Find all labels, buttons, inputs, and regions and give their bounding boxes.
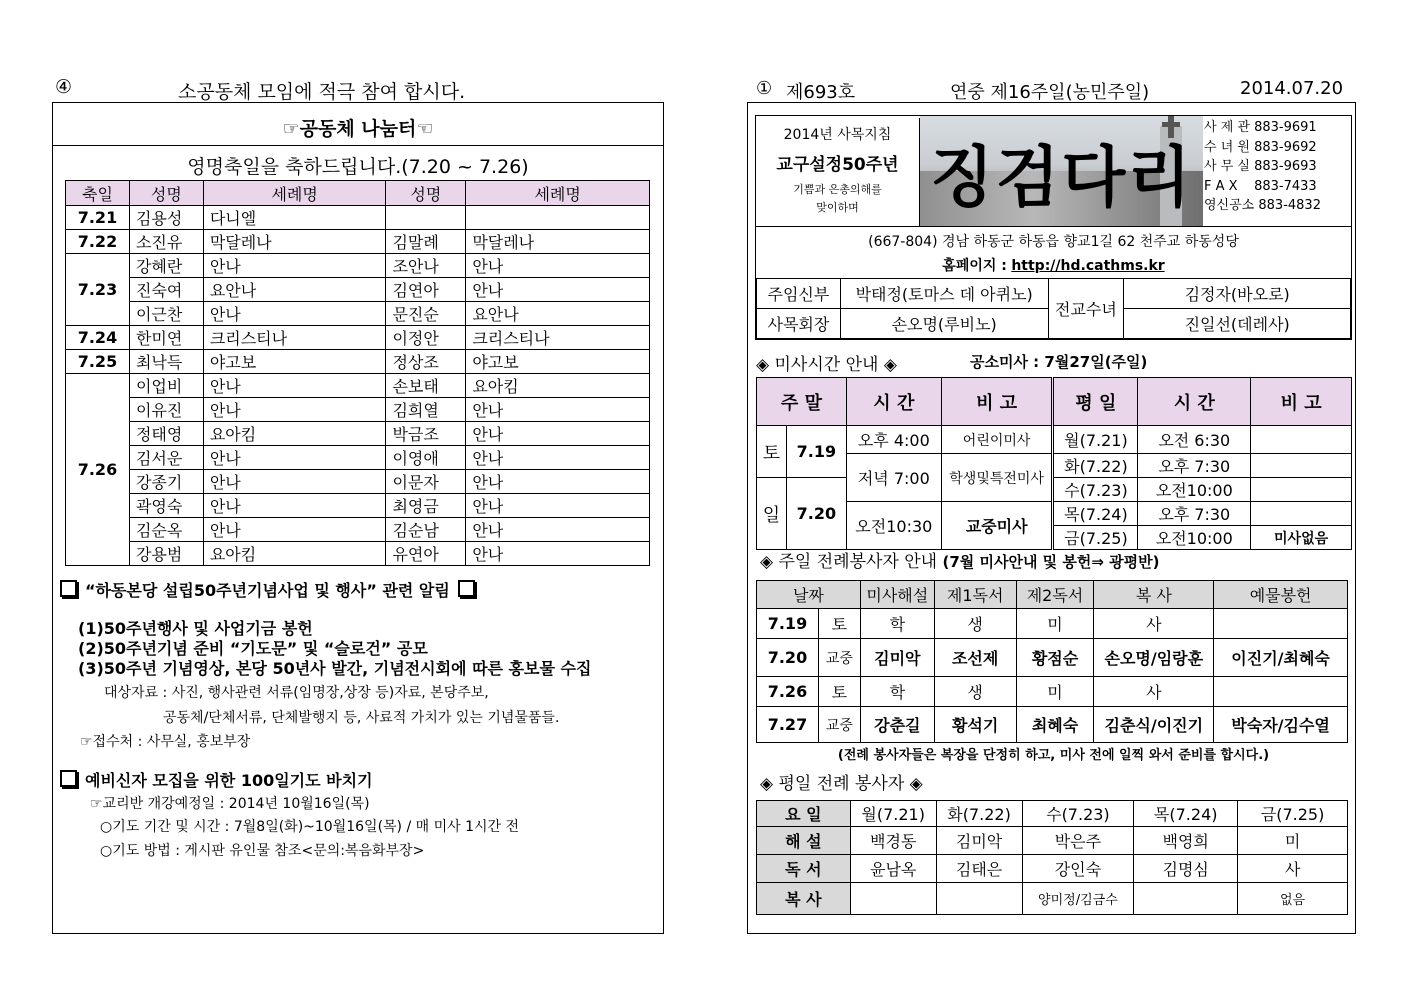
server-cell: 학 xyxy=(860,609,934,639)
weekday-cell: 강인숙 xyxy=(1022,855,1134,883)
person-name: 강종기 xyxy=(129,470,203,494)
feast-date: 7.23 xyxy=(66,254,130,326)
staff-table xyxy=(756,278,1351,339)
server-cell xyxy=(1214,677,1348,707)
baptismal-name: 안나 xyxy=(466,494,650,518)
baptismal-name: 크리스티나 xyxy=(466,326,650,350)
contact-item: 사 제 관 883-9691 xyxy=(1204,120,1317,135)
person-name xyxy=(386,206,466,230)
server-header: 제2독서 xyxy=(1016,581,1094,609)
issue-number: 제693호 xyxy=(786,82,856,103)
baptismal-name: 요아킴 xyxy=(203,422,386,446)
table-row xyxy=(66,374,650,398)
table-row xyxy=(66,350,650,374)
server-header: 날짜 xyxy=(757,581,861,609)
table-row xyxy=(66,230,650,254)
baptismal-name: 안나 xyxy=(466,278,650,302)
mass-header: 비 고 xyxy=(941,378,1053,426)
table-row xyxy=(66,206,650,230)
person-name: 김서운 xyxy=(129,446,203,470)
table-row xyxy=(757,609,1348,639)
mass-schedule-table xyxy=(756,377,1352,550)
feast-date: 7.22 xyxy=(66,230,130,254)
table-row xyxy=(757,639,1348,677)
table-row xyxy=(66,494,650,518)
notice-detail: 대상자료 : 사진, 행사관련 서류(임명장,상장 등)자료, 본당주보, xyxy=(104,685,489,701)
person-name: 이근찬 xyxy=(129,302,203,326)
baptismal-name: 안나 xyxy=(466,470,650,494)
weekday-header: 월(7.21) xyxy=(850,801,936,827)
table-row xyxy=(66,542,650,566)
weekday-cell: 미 xyxy=(1238,827,1348,855)
church-address: (667-804) 경남 하동군 하동읍 향교1길 62 천주교 하동성당 xyxy=(868,234,1239,250)
table-row xyxy=(757,855,1348,883)
feast-day-title: 영명축일을 축하드립니다.(7.20 ~ 7.26) xyxy=(187,156,529,178)
baptismal-name: 안나 xyxy=(466,422,650,446)
person-name: 이문자 xyxy=(386,470,466,494)
weekday-time: 오전 6:30 xyxy=(1138,426,1251,454)
anniversary-notice xyxy=(60,578,475,601)
guideline-sub: 기쁨과 은총의해를 xyxy=(793,183,882,196)
server-cell: 미 xyxy=(1016,677,1094,707)
mass-section-title: ◈ 미사시간 안내 ◈ xyxy=(756,355,897,375)
person-name: 강용범 xyxy=(129,542,203,566)
weekday-cell: 김미악 xyxy=(936,827,1022,855)
table-row xyxy=(66,470,650,494)
weekday-role: 복 사 xyxy=(757,883,851,915)
weekday-cell: 양미정/김금수 xyxy=(1022,883,1134,915)
baptismal-name: 요안나 xyxy=(203,278,386,302)
table-row xyxy=(66,446,650,470)
table-row xyxy=(66,398,650,422)
weekday-cell: 김태은 xyxy=(936,855,1022,883)
server-header: 예물봉헌 xyxy=(1214,581,1348,609)
weekday-role: 독 서 xyxy=(757,855,851,883)
baptismal-name: 안나 xyxy=(203,470,386,494)
table-row xyxy=(757,707,1348,743)
person-name: 조안나 xyxy=(386,254,466,278)
bulletin-logo: 징검다리 xyxy=(929,138,1194,216)
box-bullet-icon xyxy=(60,580,77,597)
server-cell: 조선제 xyxy=(934,639,1016,677)
weekday-cell xyxy=(936,883,1022,915)
box-bullet-icon xyxy=(60,770,77,787)
person-name: 곽영숙 xyxy=(129,494,203,518)
person-name: 박금조 xyxy=(386,422,466,446)
table-row xyxy=(66,278,650,302)
server-cell xyxy=(1214,609,1348,639)
table-row xyxy=(66,326,650,350)
weekday-cell: 윤남옥 xyxy=(850,855,936,883)
person-name: 김연아 xyxy=(386,278,466,302)
weekday-server-table xyxy=(756,800,1348,915)
weekday-time: 오후 7:30 xyxy=(1138,454,1251,478)
person-name: 한미연 xyxy=(129,326,203,350)
weekday-time: 오전10:00 xyxy=(1138,526,1251,550)
homepage-label: 홈페이지 : xyxy=(942,258,1007,274)
guideline-main: 교구설정50주년 xyxy=(776,155,899,175)
prayer-notice xyxy=(60,768,373,791)
priest-name: 박태정(토마스 데 아퀴노) xyxy=(840,279,1048,309)
person-name: 김희열 xyxy=(386,398,466,422)
baptismal-name: 야고보 xyxy=(203,350,386,374)
weekday-header: 수(7.23) xyxy=(1022,801,1134,827)
server-footer-note: (전례 봉사자들은 복장을 단정히 하고, 미사 전에 일찍 와서 준비를 합시다.) xyxy=(837,748,1270,763)
homepage-link[interactable]: http://hd.cathms.kr xyxy=(1011,258,1165,274)
header-date: 축일 xyxy=(66,181,130,206)
mass-note: 학생및특전미사 xyxy=(941,454,1053,502)
baptismal-name: 안나 xyxy=(203,302,386,326)
baptismal-name: 안나 xyxy=(203,494,386,518)
person-name: 진숙여 xyxy=(129,278,203,302)
baptismal-name: 크리스티나 xyxy=(203,326,386,350)
server-cell: 미 xyxy=(1016,609,1094,639)
table-row xyxy=(66,302,650,326)
header-baptism-2: 세례명 xyxy=(466,181,650,206)
baptismal-name: 막달레나 xyxy=(203,230,386,254)
feast-date: 7.26 xyxy=(66,374,130,566)
right-page-number: ① xyxy=(756,78,773,99)
server-cell: 김미악 xyxy=(860,639,934,677)
issue-date: 2014.07.20 xyxy=(1240,78,1344,99)
person-name: 김순남 xyxy=(386,518,466,542)
feast-date: 7.24 xyxy=(66,326,130,350)
server-section-title xyxy=(760,547,1160,572)
person-name: 이유진 xyxy=(129,398,203,422)
person-name: 최낙득 xyxy=(129,350,203,374)
person-name: 정상조 xyxy=(386,350,466,374)
table-row xyxy=(757,883,1348,915)
server-cell: 생 xyxy=(934,677,1016,707)
gongso-mass: 공소미사 : 7월27일(주일) xyxy=(970,353,1148,371)
left-page-number: ④ xyxy=(55,76,73,98)
weekend-day: 일 xyxy=(757,478,787,550)
table-row xyxy=(66,422,650,446)
server-type: 교중 xyxy=(818,707,860,743)
server-header: 복 사 xyxy=(1094,581,1214,609)
notice-item: (1)50주년행사 및 사업기금 봉헌 xyxy=(78,619,313,638)
header-name-2: 성명 xyxy=(386,181,466,206)
weekday-server-title: ◈ 평일 전례 봉사자 ◈ xyxy=(760,774,923,794)
mass-time: 오전10:30 xyxy=(846,502,941,550)
baptismal-name: 안나 xyxy=(466,542,650,566)
server-header: 미사해설 xyxy=(860,581,934,609)
weekday-note xyxy=(1251,454,1352,478)
baptismal-name: 안나 xyxy=(466,398,650,422)
weekday: 목(7.24) xyxy=(1053,502,1138,526)
weekday-cell: 백영희 xyxy=(1134,827,1238,855)
contact-item: 수 녀 원 883-9692 xyxy=(1204,139,1317,155)
server-date: 7.20 xyxy=(757,639,819,677)
server-date: 7.27 xyxy=(757,707,819,743)
mass-note: 교중미사 xyxy=(941,502,1053,550)
weekday-cell: 김명심 xyxy=(1134,855,1238,883)
community-box-title: ☞공동체 나눔터☜ xyxy=(282,118,434,140)
person-name: 문진순 xyxy=(386,302,466,326)
person-name: 이업비 xyxy=(129,374,203,398)
server-cell: 김춘식/이진기 xyxy=(1094,707,1214,743)
baptismal-name: 안나 xyxy=(203,518,386,542)
baptismal-name: 요아킴 xyxy=(466,374,650,398)
baptismal-name xyxy=(466,206,650,230)
mass-note: 어린이미사 xyxy=(941,426,1053,454)
table-row xyxy=(757,827,1348,855)
mass-time: 오후 4:00 xyxy=(846,426,941,454)
server-title-note: (7월 미사안내 및 봉헌⇒ 광평반) xyxy=(942,553,1160,571)
server-type: 교중 xyxy=(818,639,860,677)
table-row xyxy=(66,518,650,542)
weekday-time: 오전10:00 xyxy=(1138,478,1251,502)
weekday: 수(7.23) xyxy=(1053,478,1138,502)
server-cell: 황점순 xyxy=(1016,639,1094,677)
prayer-line: ☞교리반 개강예정일 : 2014년 10월16일(목) xyxy=(90,796,370,812)
server-date: 7.19 xyxy=(757,609,819,639)
mass-time: 저녁 7:00 xyxy=(846,454,941,502)
server-type: 토 xyxy=(818,609,860,639)
church-photo xyxy=(920,116,1203,226)
sister-name: 김정자(바오로) xyxy=(1124,279,1351,309)
weekday-note xyxy=(1251,478,1352,502)
person-name: 강혜란 xyxy=(129,254,203,278)
guideline-sub: 맞이하며 xyxy=(816,201,859,214)
server-cell: 이진기/최혜숙 xyxy=(1214,639,1348,677)
council-label: 사목회장 xyxy=(757,309,841,339)
prayer-line: ○기도 기간 및 시간 : 7월8일(화)~10월16일(목) / 매 미사 1시간 전 xyxy=(100,819,520,835)
person-name: 최영금 xyxy=(386,494,466,518)
contact-item: F A X 883-7433 xyxy=(1204,178,1317,194)
person-name: 유연아 xyxy=(386,542,466,566)
weekend-date: 7.19 xyxy=(786,426,846,478)
weekday-role: 해 설 xyxy=(757,827,851,855)
mass-header: 비 고 xyxy=(1251,378,1352,426)
table-row xyxy=(757,677,1348,707)
server-cell: 강춘길 xyxy=(860,707,934,743)
server-cell: 사 xyxy=(1094,677,1214,707)
weekday-cell: 없음 xyxy=(1238,883,1348,915)
person-name: 정태영 xyxy=(129,422,203,446)
weekday: 화(7.22) xyxy=(1053,454,1138,478)
notice-contact: ☞접수처 : 사무실, 홍보부장 xyxy=(80,734,251,750)
council-name: 손오명(루비노) xyxy=(840,309,1048,339)
mass-header: 평 일 xyxy=(1053,378,1138,426)
contact-list xyxy=(1204,118,1350,216)
weekday-note xyxy=(1251,502,1352,526)
notice-item: (2)50주년기념 준비 “기도문” 및 “슬로건” 공모 xyxy=(78,639,428,658)
server-cell: 사 xyxy=(1094,609,1214,639)
mass-header: 시 간 xyxy=(846,378,941,426)
baptismal-name: 안나 xyxy=(466,254,650,278)
person-name: 이영애 xyxy=(386,446,466,470)
header-name: 성명 xyxy=(129,181,203,206)
guideline-year: 2014년 사목지침 xyxy=(783,127,892,143)
server-type: 토 xyxy=(818,677,860,707)
priest-label: 주임신부 xyxy=(757,279,841,309)
divider xyxy=(53,145,663,146)
weekday-header: 목(7.24) xyxy=(1134,801,1238,827)
weekday-cell: 사 xyxy=(1238,855,1348,883)
baptismal-name: 다니엘 xyxy=(203,206,386,230)
weekday-note xyxy=(1251,426,1352,454)
divider xyxy=(756,226,1351,227)
feast-date: 7.25 xyxy=(66,350,130,374)
person-name: 김순옥 xyxy=(129,518,203,542)
weekend-date: 7.20 xyxy=(786,478,846,550)
weekday-cell: 백경동 xyxy=(850,827,936,855)
server-cell: 박숙자/김수열 xyxy=(1214,707,1348,743)
pastoral-guideline xyxy=(756,118,920,226)
contact-item: 영신공소 883-4832 xyxy=(1204,198,1321,214)
mass-header: 주 말 xyxy=(757,378,847,426)
server-cell: 황석기 xyxy=(934,707,1016,743)
server-cell: 최혜숙 xyxy=(1016,707,1094,743)
weekend-day: 토 xyxy=(757,426,787,478)
person-name: 손보태 xyxy=(386,374,466,398)
weekday: 월(7.21) xyxy=(1053,426,1138,454)
server-title-text: ◈ 주일 전례봉사자 안내 xyxy=(760,552,938,572)
baptismal-name: 요안나 xyxy=(466,302,650,326)
sister-label: 전교수녀 xyxy=(1048,279,1124,339)
server-cell: 학 xyxy=(860,677,934,707)
server-header: 제1독서 xyxy=(934,581,1016,609)
weekday-note: 미사없음 xyxy=(1251,526,1352,550)
baptismal-name: 안나 xyxy=(203,374,386,398)
weekday-cell xyxy=(1134,883,1238,915)
sister-name: 진일선(데레사) xyxy=(1124,309,1351,339)
server-cell: 생 xyxy=(934,609,1016,639)
server-cell: 손오명/임랑훈 xyxy=(1094,639,1214,677)
notice-title: “하동본당 설립50주년기념사업 및 행사” 관련 알림 xyxy=(85,581,450,600)
weekday-header: 금(7.25) xyxy=(1238,801,1348,827)
table-row xyxy=(66,254,650,278)
baptismal-name: 안나 xyxy=(203,398,386,422)
weekday-cell: 박은주 xyxy=(1022,827,1134,855)
baptismal-name: 막달레나 xyxy=(466,230,650,254)
baptismal-name: 안나 xyxy=(203,254,386,278)
person-name: 소진유 xyxy=(129,230,203,254)
person-name: 이정안 xyxy=(386,326,466,350)
box-bullet-icon xyxy=(458,580,475,597)
weekday-time: 오후 7:30 xyxy=(1138,502,1251,526)
server-date: 7.26 xyxy=(757,677,819,707)
header-baptism: 세례명 xyxy=(203,181,386,206)
notice-detail: 공동체/단체서류, 단체발행지 등, 사료적 가치가 있는 기념물품들. xyxy=(163,710,560,726)
baptismal-name: 안나 xyxy=(466,518,650,542)
weekday-header: 화(7.22) xyxy=(936,801,1022,827)
baptismal-name: 안나 xyxy=(203,446,386,470)
person-name: 김용성 xyxy=(129,206,203,230)
feast-day-table xyxy=(65,180,650,566)
person-name: 김말례 xyxy=(386,230,466,254)
homepage xyxy=(756,255,1351,275)
notice-title: 예비신자 모집을 위한 100일기도 바치기 xyxy=(85,771,373,790)
feast-date: 7.21 xyxy=(66,206,130,230)
sunday-server-table xyxy=(756,580,1348,743)
contact-item: 사 무 실 883-9693 xyxy=(1204,159,1317,175)
weekday-header: 요 일 xyxy=(757,801,851,827)
baptismal-name: 안나 xyxy=(466,446,650,470)
left-page-title: 소공동체 모임에 적극 참여 합시다. xyxy=(178,81,466,103)
baptismal-name: 야고보 xyxy=(466,350,650,374)
weekday-cell xyxy=(850,883,936,915)
notice-item: (3)50주년 기념영상, 본당 50년사 발간, 기념전시회에 따른 홍보물 수집 xyxy=(78,659,592,678)
liturgical-week: 연중 제16주일(농민주일) xyxy=(950,82,1150,103)
weekday: 금(7.25) xyxy=(1053,526,1138,550)
baptismal-name: 요아킴 xyxy=(203,542,386,566)
mass-header: 시 간 xyxy=(1138,378,1251,426)
prayer-line: ○기도 방법 : 게시판 유인물 참조<문의:복음화부장> xyxy=(100,843,425,859)
